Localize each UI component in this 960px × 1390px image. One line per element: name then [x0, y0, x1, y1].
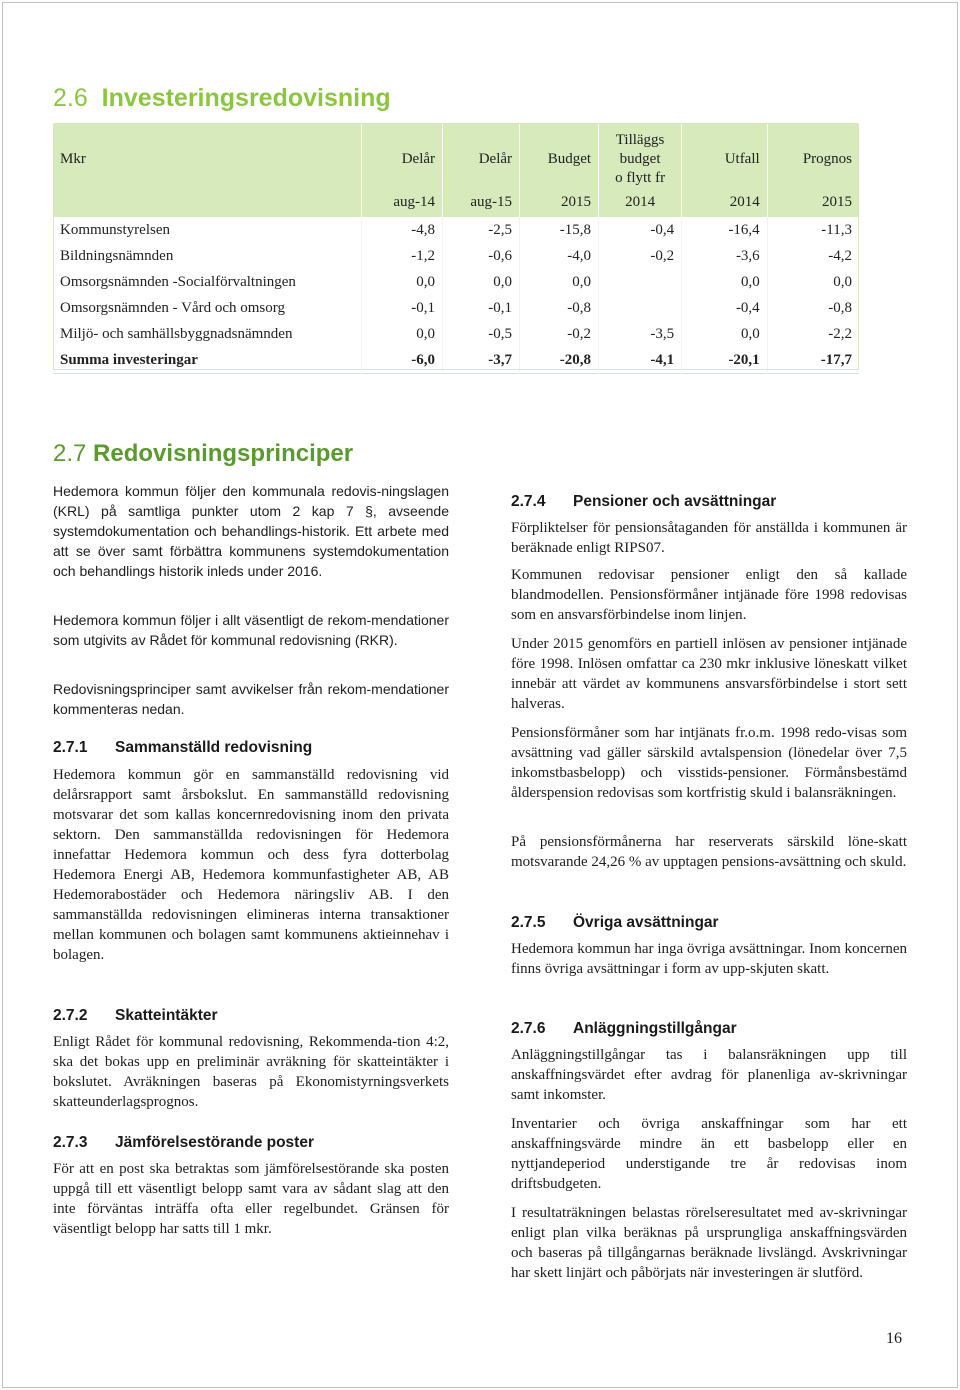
table-row	[53, 269, 859, 295]
section-title: Redovisningsprinciper	[93, 440, 354, 467]
table-cell: -0,2	[599, 243, 682, 269]
table-cell: -20,1	[682, 347, 768, 374]
body-paragraph: Hedemora kommun gör en sammanställd redovisning vid delårsrapport samt årsbokslut. En sammanställd redovisning motsvarar det som kallas koncernredovisning inom den privata sektorn. Den sammanställda redovisningen för Hedemora innefattar Hedemora kommun och dess fyra dotterbolag Hedemora Energi AB, Hedemora kommunfastigheter AB, AB Hedemorabostäder och Hedemora näringsliv AB. I den sammanställda redovisningen elimineras interna transaktioner mellan kommunen och bolagen samt kommunens aktieinnehav i bolagen.	[53, 767, 449, 963]
table-header-row	[53, 188, 859, 217]
table-cell: 0,0	[682, 269, 768, 295]
table-header-cell: Mkr	[53, 123, 362, 188]
table-header-cell: Tilläggs budget o flytt fr	[599, 123, 682, 188]
intro-paragraph: Redovisningsprinciper samt avvikelser från rekom-mendationer kommenteras nedan.	[53, 681, 449, 717]
intro-paragraph: Hedemora kommun följer i allt väsentligt de rekom-mendationer som utgivits av Rådet för kommunal redovisning (RKR).	[53, 612, 449, 648]
table-cell: Omsorgsnämnden - Vård och omsorg	[53, 295, 362, 321]
table-header-cell: 2015	[767, 188, 859, 217]
table-header-cell: Utfall	[682, 123, 768, 188]
table-cell: -4,0	[520, 243, 599, 269]
table-row	[53, 217, 859, 243]
table-row	[53, 295, 859, 321]
body-paragraph: På pensionsförmånerna har reserverats särskild löne-skatt motsvarande 24,26 % av upptagen pensions-avsättning och skuld.	[511, 834, 907, 870]
table-cell: 0,0	[520, 269, 599, 295]
table-cell: Kommunstyrelsen	[53, 217, 362, 243]
table-header-cell: Budget	[520, 123, 599, 188]
table-cell: -0,1	[443, 295, 520, 321]
table-header-cell: aug-15	[443, 188, 520, 217]
table-cell: 0,0	[443, 269, 520, 295]
table-cell: -17,7	[820, 351, 852, 368]
table-cell: Bildningsnämnden	[53, 243, 362, 269]
table-cell: -0,2	[520, 321, 599, 347]
table-cell: -0,6	[443, 243, 520, 269]
section-heading-2-6: 2.6 Investeringsredovisning	[53, 84, 391, 112]
table-cell	[599, 269, 682, 295]
table-cell: -0,4	[682, 295, 768, 321]
table-header-cell: aug-14	[362, 188, 443, 217]
table-header-row	[53, 123, 859, 188]
table-cell: -3,5	[599, 321, 682, 347]
investment-table	[53, 123, 859, 374]
table-cell: -4,8	[362, 217, 443, 243]
subheading-2-7-3: 2.7.3 Jämförelsestörande poster	[53, 1134, 314, 1151]
table-cell: -2,2	[828, 325, 852, 342]
body-paragraph: Anläggningstillgångar tas i balansräkningen upp till anskaffningsvärdet efter avdrag för planenliga av-skrivningar samt inkomster.	[511, 1047, 907, 1103]
subheading-2-7-1: 2.7.1 Sammanställd redovisning	[53, 739, 313, 756]
table-cell: 0,0	[682, 321, 768, 347]
intro-paragraph: Hedemora kommun följer den kommunala redovis-ningslagen (KRL) på samtliga punkter utom 2 kap 7 §, avseende systemdokumentation och behandlings-historik. Ett arbete med att se över samt förbättra kommunens systemdokumentation och behandlings historik inleds under 2016.	[53, 483, 450, 579]
table-row	[53, 243, 859, 269]
body-paragraph: Pensionsförmåner som har intjänats fr.o.m. 1998 redo-visas som avsättning vad gäller särskild avtalspension (lönedelar över 7,5 inkomstbasbelopp) och visstids-pensioner. Förmånsbestämd ålderspension redovisas som kortfristig skuld i balansräkningen.	[511, 725, 907, 801]
table-header-cell: 2014	[599, 188, 682, 217]
table-cell: Miljö- och samhällsbyggnadsnämnden	[53, 321, 362, 347]
table-cell: 0,0	[362, 321, 443, 347]
table-cell: -15,8	[520, 217, 599, 243]
body-paragraph: Kommunen redovisar pensioner enligt den så kallade blandmodellen. Pensionsförmåner intjänade före 1998 redovisas som en ansvarsförbindelse inom linjen.	[511, 567, 907, 623]
section-title: Investeringsredovisning	[101, 84, 391, 112]
table-cell: -6,0	[362, 347, 443, 374]
table-cell: 0,0	[833, 273, 852, 290]
table-header-cell: Delår	[443, 123, 520, 188]
table-cell: -4,2	[828, 247, 852, 264]
table-header-cell: 2015	[520, 188, 599, 217]
table-cell: -0,8	[520, 295, 599, 321]
table-cell: -16,4	[682, 217, 768, 243]
body-paragraph: I resultaträkningen belastas rörelseresultatet med av-skrivningar enligt plan vilka beräknas på ursprungliga anskaffningsvärden och baseras på tillgångarnas beräknade livslängd. Avskrivningar har skett linjärt och påbörjats när investeringen är slutförd.	[511, 1205, 907, 1281]
section-heading-2-7: 2.7 Redovisningsprinciper	[53, 440, 354, 467]
table-cell	[599, 295, 682, 321]
table-cell: -1,2	[362, 243, 443, 269]
table-row	[53, 321, 859, 347]
table-cell: -0,4	[599, 217, 682, 243]
table-header-cell: 2014	[682, 188, 768, 217]
table-cell: -2,5	[443, 217, 520, 243]
table-header-cell: Prognos	[767, 123, 859, 188]
body-paragraph: Inventarier och övriga anskaffningar som har ett anskaffningsvärde mindre än ett basbelopp eller en nyttjandeperiod understigande tre år redovisas inom driftsbudgeten.	[511, 1116, 907, 1192]
table-cell: -0,8	[828, 299, 852, 316]
table-cell: -3,6	[682, 243, 768, 269]
table-cell: Omsorgsnämnden -Socialförvaltningen	[53, 269, 362, 295]
body-paragraph: Hedemora kommun har inga övriga avsättningar. Inom koncernen finns övriga avsättningar i form av upp-skjuten skatt.	[511, 941, 907, 977]
table-cell: 0,0	[362, 269, 443, 295]
table-sum-row	[53, 347, 859, 374]
table-cell: -0,5	[443, 321, 520, 347]
table-cell: -11,3	[821, 221, 852, 238]
table-cell: -20,8	[520, 347, 599, 374]
table-header-cell	[53, 188, 362, 217]
table-cell: Summa investeringar	[53, 347, 362, 374]
page-number: 16	[886, 1330, 902, 1347]
table-cell: -0,1	[362, 295, 443, 321]
subheading-2-7-2: 2.7.2 Skatteintäkter	[53, 1007, 218, 1024]
body-paragraph: Enligt Rådet för kommunal redovisning, Rekommenda-tion 4:2, ska det bokas upp en preliminär avräkning för skatteintäkter i bokslutet. Avräkningen baseras på Ekonomistyrningsverkets skatteunderlagsprognos.	[53, 1034, 449, 1110]
table-header-cell: Delår	[362, 123, 443, 188]
table-cell: -3,7	[443, 347, 520, 374]
body-paragraph: Förpliktelser för pensionsåtaganden för anställda i kommunen är beräknade enligt RIPS07.	[511, 520, 907, 556]
subheading-2-7-6: 2.7.6 Anläggningstillgångar	[511, 1020, 737, 1037]
subheading-2-7-4: 2.7.4 Pensioner och avsättningar	[511, 493, 777, 510]
table-cell: -4,1	[599, 347, 682, 374]
body-paragraph: För att en post ska betraktas som jämförelsestörande ska posten uppgå till ett väsentligt belopp samt vara av sådant slag att den inte förväntas inträffa ofta eller regelbundet. Gränsen för väsentligt belopp har satts till 1 mkr.	[53, 1161, 449, 1237]
body-paragraph: Under 2015 genomförs en partiell inlösen av pensioner intjänade före 1998. Inlösen omfattar ca 230 mkr inklusive löneskatt vilket innebär att värdet av kommunens ansvarsförbindelse i stort sett halveras.	[511, 636, 907, 712]
subheading-2-7-5: 2.7.5 Övriga avsättningar	[511, 914, 719, 931]
